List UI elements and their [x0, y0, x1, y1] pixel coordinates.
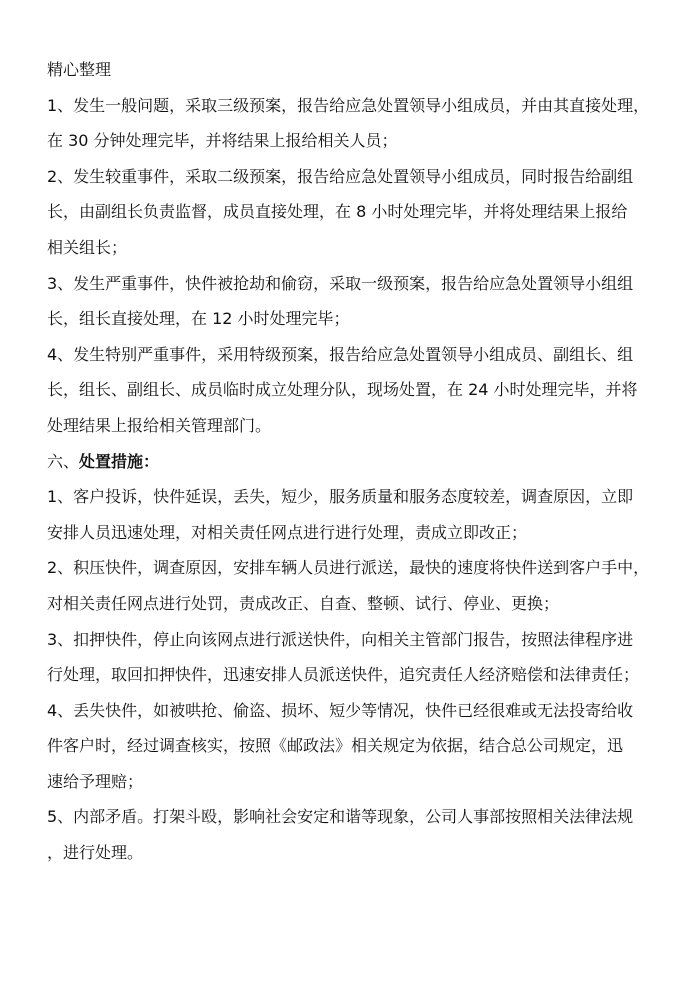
- document-header: 精心整理: [47, 60, 112, 79]
- paragraph-line: ，进行处理。: [47, 843, 144, 863]
- section-number: 六、: [47, 451, 80, 471]
- paragraph-line: 2、积压快件，调查原因，安排车辆人员进行派送，最快的速度将快件送到客户手中，: [47, 558, 650, 578]
- measure-item-2: [47, 550, 662, 621]
- paragraph-line: 长，组长、副组长、成员临时成立处理分队，现场处置，在 24 小时处理完毕，并将: [47, 380, 638, 400]
- paragraph-line: 2、发生较重事件，采取二级预案，报告给应急处置领导小组成员，同时报告给副组: [47, 166, 634, 186]
- paragraph-line: 1、客户投诉，快件延误，丢失，短少，服务质量和服务态度较差，调查原因，立即: [47, 487, 634, 507]
- measure-item-4: [47, 693, 662, 800]
- measure-item-3: [47, 622, 662, 693]
- paragraph-line: 5、内部矛盾。打架斗殴，影响社会安定和谐等现象，公司人事部按照相关法律法规: [47, 807, 634, 827]
- paragraph-line: 对相关责任网点进行处罚，责成改正、自查、整顿、试行、停业、更换；: [47, 593, 560, 613]
- measures-list: [47, 479, 662, 871]
- section-heading: [47, 444, 662, 480]
- paragraph-line: 3、发生严重事件，快件被抢劫和偷窃，采取一级预案，报告给应急处置领导小组组: [47, 273, 634, 293]
- paragraph-line: 件客户时，经过调查核实，按照《邮政法》相关规定为依据，结合总公司规定，迅: [47, 736, 624, 756]
- paragraph-line: 长，组长直接处理，在 12 小时处理完毕；: [47, 309, 350, 329]
- section-title: 处置措施：: [79, 451, 160, 471]
- paragraph-line: 1、发生一般问题，采取三级预案，报告给应急处置领导小组成员，并由其直接处理，: [47, 95, 650, 115]
- paragraph-line: 安排人员迅速处理，对相关责任网点进行进行处理，责成立即改正；: [47, 522, 528, 542]
- measure-item-5: [47, 799, 662, 870]
- plan-item-3: [47, 266, 662, 337]
- paragraph-line: 速给予理赔；: [47, 771, 144, 791]
- paragraph-line: 4、丢失快件，如被哄抢、偷盗、损坏、短少等情况，快件已经很难或无法投寄给收: [47, 700, 634, 720]
- paragraph-line: 相关组长；: [47, 237, 128, 257]
- paragraph-line: 行处理，取回扣押快件，迅速安排人员派送快件，追究责任人经济赔偿和法律责任；: [47, 665, 640, 685]
- measure-item-1: [47, 479, 662, 550]
- plan-item-1: [47, 88, 662, 159]
- document-body: [47, 52, 662, 871]
- plan-list: [47, 88, 662, 444]
- paragraph-line: 长，由副组长负责监督，成员直接处理，在 8 小时处理完毕，并将处理结果上报给: [47, 202, 628, 222]
- paragraph-line: 3、扣押快件，停止向该网点进行派送快件，向相关主管部门报告，按照法律程序进: [47, 629, 634, 649]
- paragraph-line: 在 30 分钟处理完毕，并将结果上报给相关人员；: [47, 131, 398, 151]
- paragraph-line: 4、发生特别严重事件，采用特级预案，报告给应急处置领导小组成员、副组长、组: [47, 344, 634, 364]
- plan-item-2: [47, 159, 662, 266]
- paragraph-line: 处理结果上报给相关管理部门。: [47, 415, 272, 435]
- plan-item-4: [47, 337, 662, 444]
